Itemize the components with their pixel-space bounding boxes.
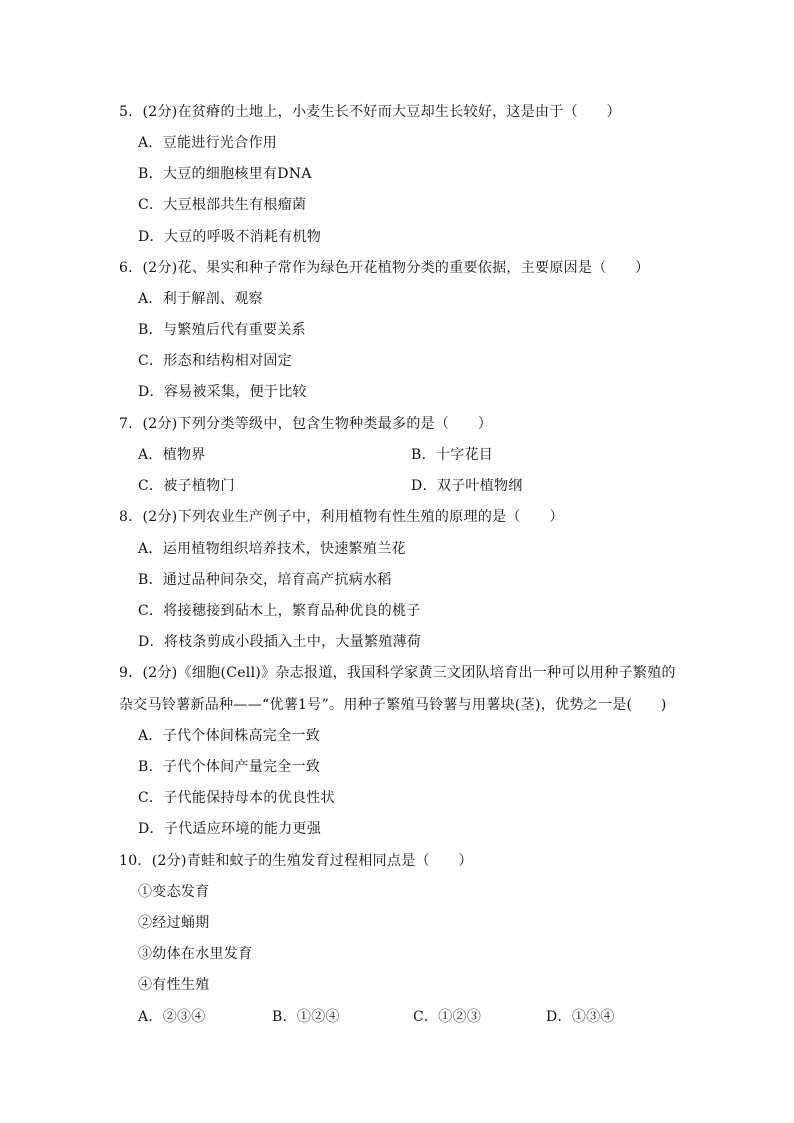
question-5-option-b: B．大豆的细胞核里有DNA <box>138 166 312 182</box>
question-6-option-b: B．与繁殖后代有重要关系 <box>138 322 306 338</box>
question-7-option-a: A．植物界 <box>138 447 206 463</box>
question-6-stem: 6．(2分)花、果实和种子常作为绿色开花植物分类的重要依据，主要原因是（ ） <box>119 260 650 276</box>
question-10-item-1: ①变态发育 <box>138 884 210 900</box>
question-5-stem: 5．(2分)在贫瘠的土地上，小麦生长不好而大豆却生长较好，这是由于（ ） <box>119 104 621 120</box>
question-9-option-d: D．子代适应环境的能力更强 <box>138 821 322 837</box>
question-7-option-c: C．被子植物门 <box>138 478 235 494</box>
question-7-option-b: B．十字花目 <box>411 447 494 463</box>
question-8-option-c: C．将接穗接到砧木上，繁育品种优良的桃子 <box>138 603 421 619</box>
question-10-option-d: D．①③④ <box>546 1009 615 1025</box>
question-10-option-b: B．①②④ <box>272 1009 340 1025</box>
question-8-option-a: A．运用植物组织培养技术，快速繁殖兰花 <box>138 541 406 557</box>
question-6-option-c: C．形态和结构相对固定 <box>138 353 293 369</box>
question-7-option-d: D．双子叶植物纲 <box>411 478 523 494</box>
question-9-option-a: A．子代个体间株高完全一致 <box>138 728 321 744</box>
question-8-option-b: B．通过品种间杂交，培育高产抗病水稻 <box>138 572 392 588</box>
question-5-option-c: C．大豆根部共生有根瘤菌 <box>138 197 307 213</box>
question-6-option-d: D．容易被采集，便于比较 <box>138 384 307 400</box>
question-8-option-d: D．将枝条剪成小段插入土中，大量繁殖薄荷 <box>138 634 422 650</box>
question-9-stem-continued: 杂交马铃薯新品种——“优薯1号”。用种子繁殖马铃薯与用薯块(茎)，优势之一是( ) <box>119 697 667 713</box>
question-9-option-c: C．子代能保持母本的优良性状 <box>138 790 335 806</box>
question-9-stem: 9．(2分)《细胞(Cell)》杂志报道，我国科学家黄三文团队培育出一种可以用种子繁殖的 <box>119 665 676 681</box>
question-10-item-4: ④有性生殖 <box>138 977 210 993</box>
question-10-stem: 10．(2分)青蛙和蚊子的生殖发育过程相同点是（ ） <box>119 853 473 869</box>
question-5-option-a: A．豆能进行光合作用 <box>138 135 278 151</box>
question-10-item-3: ③幼体在水里发育 <box>138 946 253 962</box>
question-9-option-b: B．子代个体间产量完全一致 <box>138 759 321 775</box>
question-6-option-a: A．利于解剖、观察 <box>138 291 263 307</box>
question-10-option-c: C．①②③ <box>413 1009 482 1025</box>
question-7-stem: 7．(2分)下列分类等级中，包含生物种类最多的是（ ） <box>119 416 493 432</box>
question-10-item-2: ②经过蛹期 <box>138 915 210 931</box>
question-10-option-a: A．②③④ <box>138 1009 206 1025</box>
question-5-option-d: D．大豆的呼吸不消耗有机物 <box>138 229 322 245</box>
question-8-stem: 8．(2分)下列农业生产例子中，利用植物有性生殖的原理的是（ ） <box>119 509 564 525</box>
